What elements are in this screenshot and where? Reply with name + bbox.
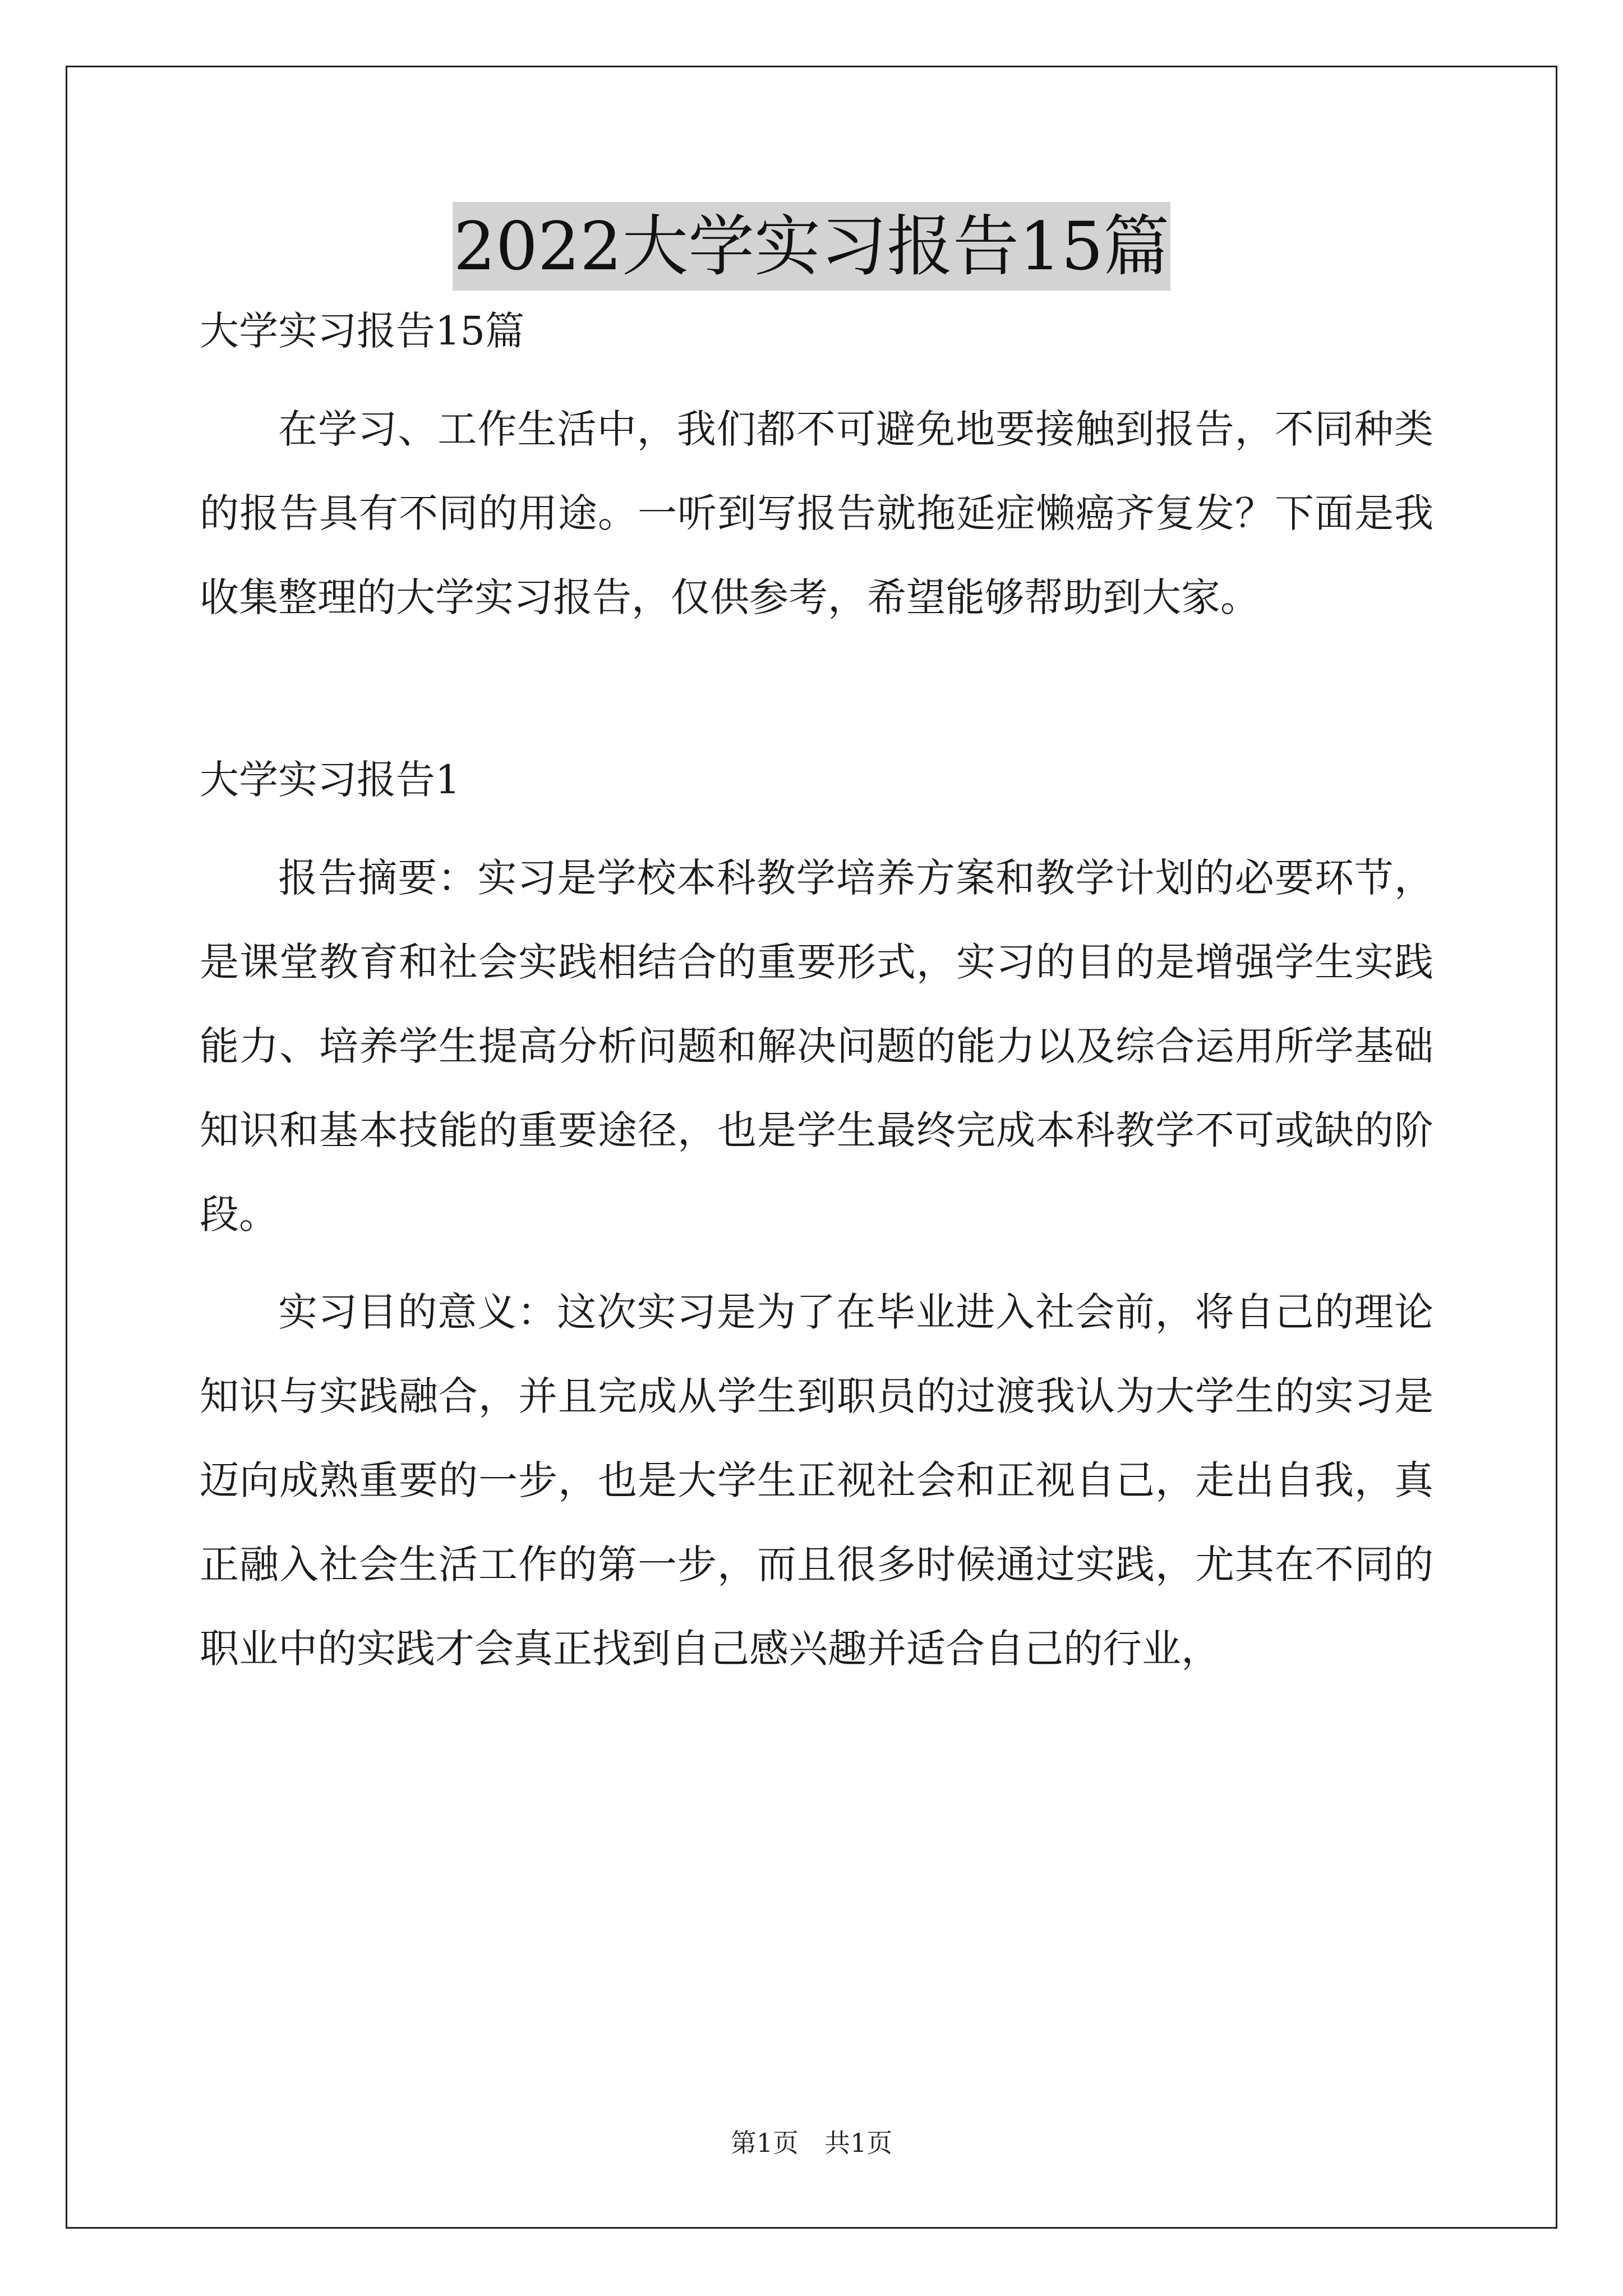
- section-heading: 大学实习报告1: [200, 757, 460, 803]
- page-footer: 第1页 共1页: [730, 2128, 893, 2158]
- document-body: [200, 303, 1433, 1691]
- title-container: [0, 202, 1623, 291]
- document-subtitle: 大学实习报告15篇: [200, 308, 525, 354]
- spacer: [200, 359, 1433, 387]
- abstract-paragraph: 报告摘要：实习是学校本科教学培养方案和教学计划的必要环节，是课堂教育和社会实践相结合的重要形式，实习的目的是增强学生实践能力、培养学生提高分析问题和解决问题的能力以及综合运用所学基础知识和基本技能的重要途径，也是学生最终完成本科教学不可或缺的阶段。: [200, 855, 1433, 1237]
- purpose-paragraph: 实习目的意义：这次实习是为了在毕业进入社会前，将自己的理论知识与实践融合，并且完成从学生到职员的过渡我认为大学生的实习是迈向成熟重要的一步，也是大学生正视社会和正视自己，走出自我，真正融入社会生活工作的第一步，而且很多时候通过实践，尤其在不同的职业中的实践才会真正找到自己感兴趣并适合自己的行业，: [200, 1289, 1433, 1672]
- spacer: [200, 808, 1433, 836]
- spacer: [200, 1257, 1433, 1270]
- spacer: [200, 639, 1433, 752]
- intro-paragraph: 在学习、工作生活中，我们都不可避免地要接触到报告，不同种类的报告具有不同的用途。一听到写报告就拖延症懒癌齐复发？下面是我收集整理的大学实习报告，仅供参考，希望能够帮助到大家。: [200, 406, 1433, 620]
- document-title: 2022大学实习报告15篇: [453, 202, 1170, 291]
